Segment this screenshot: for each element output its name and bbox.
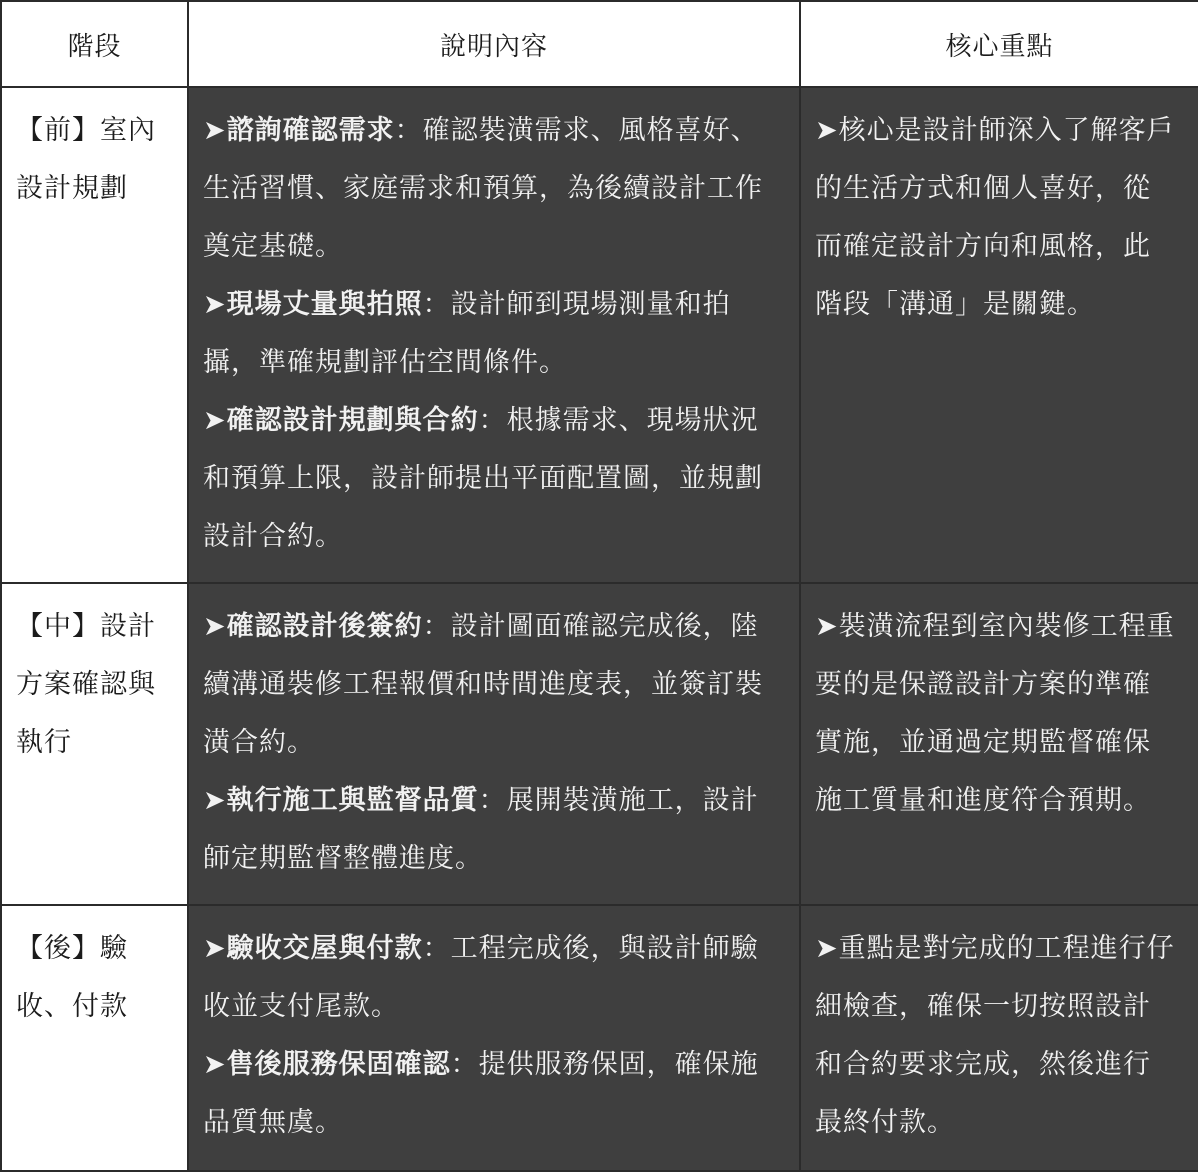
description-item xyxy=(203,392,773,566)
item-text: ：確認裝潢需求、風格喜好、生活習慣、家庭需求和預算，為後續設計工作奠定基礎。 xyxy=(203,115,763,262)
header-description: 說明內容 xyxy=(188,1,800,87)
description-cell xyxy=(188,583,800,905)
item-text: ：工程完成後，與設計師驗收並支付尾款。 xyxy=(203,933,759,1022)
item-title: ➤執行施工與監督品質 xyxy=(203,785,479,816)
header-core-point: 核心重點 xyxy=(800,1,1198,87)
description-item xyxy=(203,102,773,276)
header-row xyxy=(1,1,1198,87)
header-stage: 階段 xyxy=(1,1,188,87)
item-title: ➤售後服務保固確認 xyxy=(203,1049,451,1080)
item-text: ：展開裝潢施工，設計師定期監督整體進度。 xyxy=(203,785,759,874)
item-text: ：設計圖面確認完成後，陸續溝通裝修工程報價和時間進度表，並簽訂裝潢合約。 xyxy=(203,611,763,758)
item-title: ➤諮詢確認需求 xyxy=(203,115,395,146)
core-point-cell: ➤重點是對完成的工程進行仔細檢查，確保一切按照設計和合約要求完成，然後進行最終付款。 xyxy=(800,905,1198,1171)
item-title: ➤驗收交屋與付款 xyxy=(203,933,423,964)
description-item xyxy=(203,276,773,392)
table-row-pre xyxy=(1,87,1198,583)
item-title: ➤確認設計規劃與合約 xyxy=(203,405,479,436)
stage-cell: 【前】室內設計規劃 xyxy=(1,87,188,583)
table-row-post xyxy=(1,905,1198,1171)
item-text: ：提供服務保固，確保施品質無虞。 xyxy=(203,1049,759,1138)
core-point-cell: ➤核心是設計師深入了解客戶的生活方式和個人喜好，從而確定設計方向和風格，此階段「溝通」是關鍵。 xyxy=(800,87,1198,583)
item-title: ➤現場丈量與拍照 xyxy=(203,289,423,320)
description-item xyxy=(203,772,773,888)
core-point-cell: ➤裝潢流程到室內裝修工程重要的是保證設計方案的準確實施，並通過定期監督確保施工質量和進度符合預期。 xyxy=(800,583,1198,905)
item-title: ➤確認設計後簽約 xyxy=(203,611,423,642)
stage-cell: 【中】設計方案確認與執行 xyxy=(1,583,188,905)
description-item xyxy=(203,1036,773,1152)
stage-cell: 【後】驗收、付款 xyxy=(1,905,188,1171)
description-item xyxy=(203,920,773,1036)
description-item xyxy=(203,598,773,772)
description-cell xyxy=(188,87,800,583)
item-text: ：根據需求、現場狀況和預算上限，設計師提出平面配置圖，並規劃設計合約。 xyxy=(203,405,763,552)
table-row-mid xyxy=(1,583,1198,905)
item-text: ：設計師到現場測量和拍攝，準確規劃評估空間條件。 xyxy=(203,289,731,378)
description-cell xyxy=(188,905,800,1171)
